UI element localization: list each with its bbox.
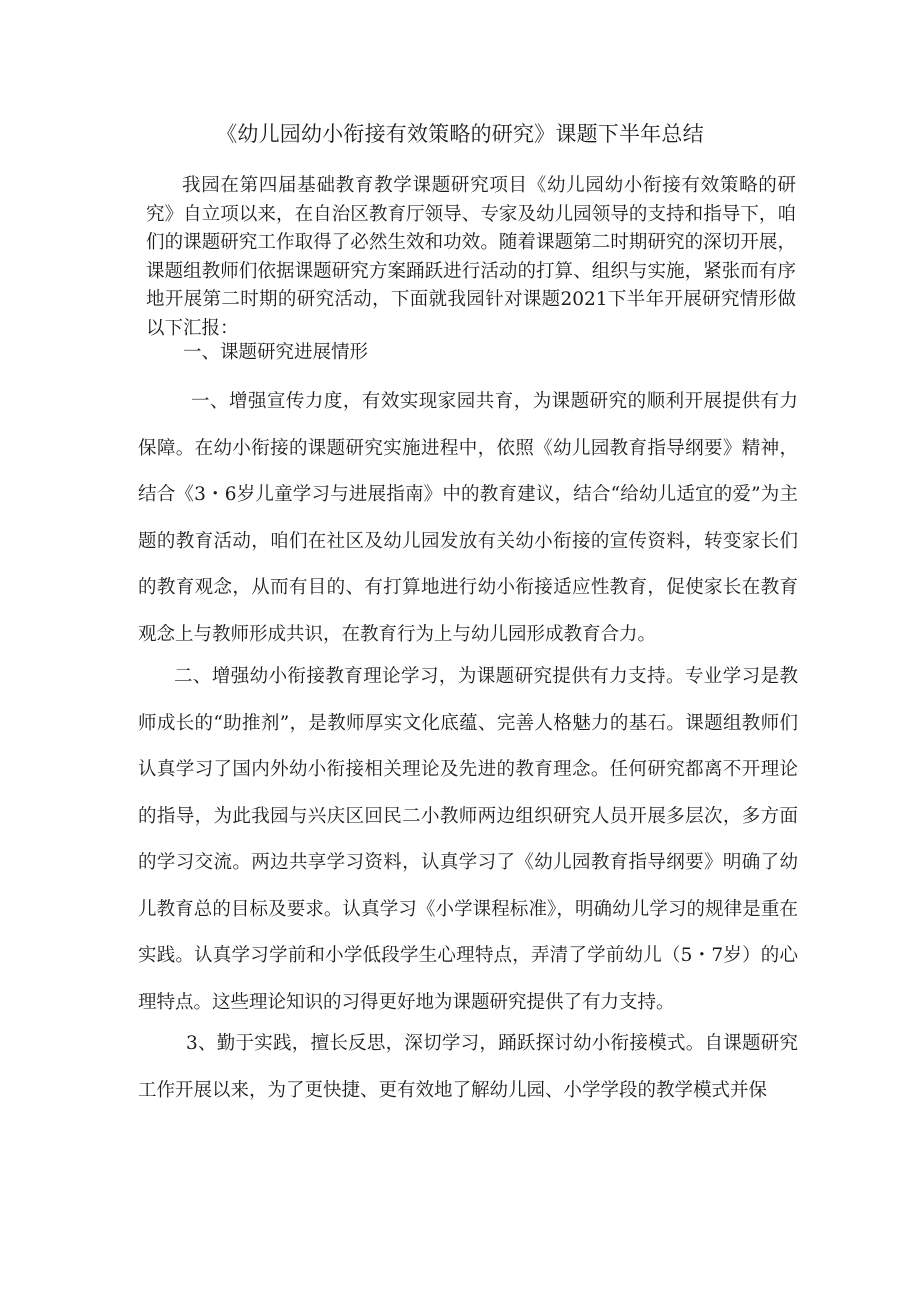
section-heading: 一、课题研究进展情形 [183,342,369,363]
document-title: 《幼儿园幼小衔接有效策略的研究》课题下半年总结 [216,122,704,146]
body-paragraph-2: 二、增强幼小衔接教育理论学习，为课题研究提供有力支持。专业学习是教师成长的“助推剂”，是教师厚实文化底蕴、完善人格魅力的基石。课题组教师们认真学习了国内外幼小衔接相关理论及先进的教育理念。任何研究都离不开理论的指导，为此我园与兴庆区回民二小教师两边组织研究人员开展多层次，多方面的学习交流。两边共享学习资料，认真学习了《幼儿园教育指导纲要》明确了幼儿教育总的目标及要求。认真学习《小学课程标准》，明确幼儿学习的规律是重在实践。认真学习学前和小学低段学生心理特点，弄清了学前幼儿（5・7岁）的心理特点。这些理论知识的习得更好地为课题研究提供了有力支持。 [138,666,798,1013]
body-paragraph-1: 一、增强宣传力度，有效实现家园共育，为课题研究的顺利开展提供有力保障。在幼小衔接的课题研究实施进程中，依照《幼儿园教育指导纲要》精神，结合《3・6岁儿童学习与进展指南》中的教育建议，结合“给幼儿适宜的爱”为主题的教育活动，咱们在社区及幼儿园发放有关幼小衔接的宣传资料，转变家长们的教育观念，从而有目的、有打算地进行幼小衔接适应性教育，促使家长在教育观念上与教师形成共识，在教育行为上与幼儿园形成教育合力。 [138,391,798,645]
intro-paragraph: 我园在第四届基础教育教学课题研究项目《幼儿园幼小衔接有效策略的研究》自立项以来，在自治区教育厅领导、专家及幼儿园领导的支持和指导下，咱们的课题研究工作取得了必然生效和功效。随着课题第二时期研究的深切开展，课题组教师们依据课题研究方案踊跃进行活动的打算、组织与实施，紧张而有序地开展第二时期的研究活动，下面就我园针对课题2021下半年开展研究情形做以下汇报： [146,175,796,339]
body-paragraph-3: 3、勤于实践，擅长反思，深切学习，踊跃探讨幼小衔接模式。自课题研究工作开展以来，为了更快捷、更有效地了解幼儿园、小学学段的教学模式并保 [138,1033,798,1101]
